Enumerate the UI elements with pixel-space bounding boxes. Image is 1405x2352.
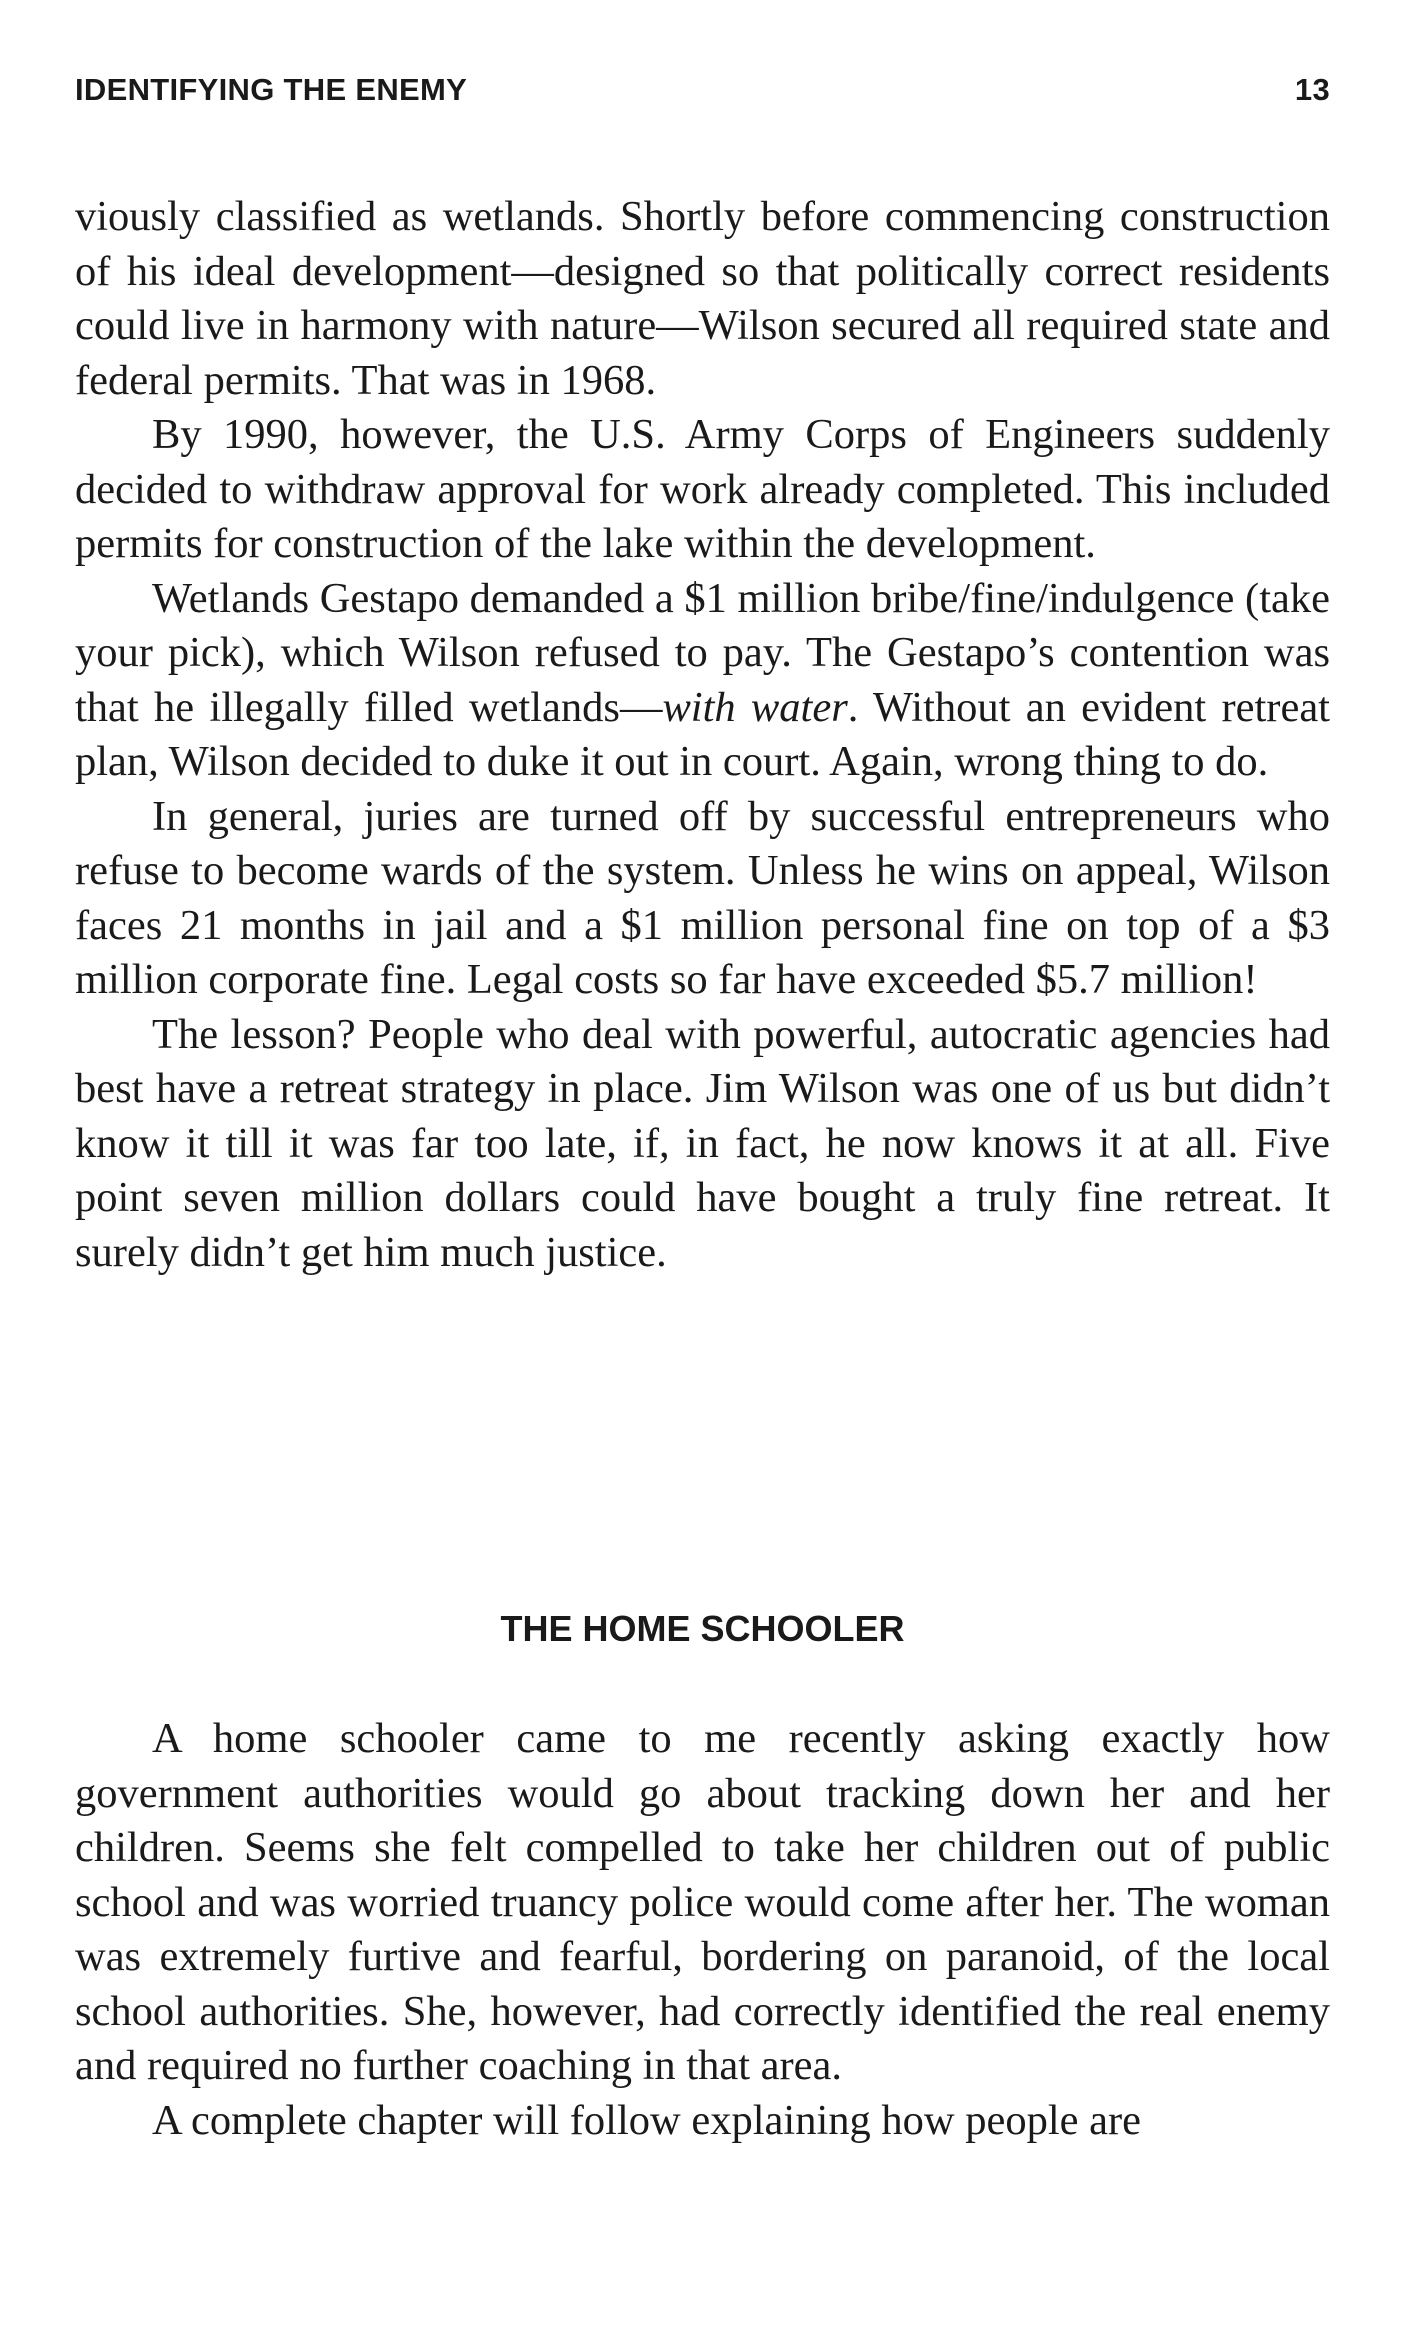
paragraph-lesson: The lesson? People who deal with powerful, autocratic agencies had best have a retreat strategy in place. Jim Wilson was one of us but didn’t know it till it was far too late, if, in fact, he now knows it at all. Five point seven million dollars could have bought a truly fine retreat. It surely didn’t get him much justice.: [75, 1010, 1330, 1276]
paragraph-wetlands-gestapo: [75, 572, 1330, 790]
running-title: IDENTIFYING THE ENEMY: [75, 72, 468, 107]
paragraph-text-start: Wetlands Gestapo demanded a $1 million bribe/fine/indulgence (take your pick), which Wilson refused to pay. The Gestapo’s contention was that he illegally filled wetlands—: [75, 574, 1330, 731]
paragraph-home-schooler: A home schooler came to me recently asking exactly how government authorities would go about tracking down her and her children. Seems she felt compelled to take her children out of public school and was worried truancy police would come after her. The woman was extremely furtive and fearful, bordering on paranoid, of the local school authorities. She, however, had correctly identified the real enemy and required no further coaching in that area.: [75, 1715, 1330, 2089]
section-heading: THE HOME SCHOOLER: [500, 1608, 905, 1649]
page-number: 13: [1294, 72, 1330, 107]
emphasis-text: with water: [662, 683, 848, 731]
paragraph-army-corps: By 1990, however, the U.S. Army Corps of Engineers suddenly decided to withdraw approval for work already completed. This included permits for construction of the lake within the development.: [75, 411, 1330, 567]
paragraph-chapter-follow: A complete chapter will follow explaining how people are: [152, 2096, 1141, 2144]
paragraph-juries: In general, juries are turned off by successful entrepreneurs who refuse to become wards of the system. Unless he wins on appeal, Wilson faces 21 months in jail and a $1 million personal fine on top of a $3 million corporate fine. Legal costs so far have exceeded $5.7 million!: [75, 792, 1330, 1003]
running-head: [75, 70, 1330, 110]
body-text: [75, 190, 1330, 1280]
paragraph-text-end: . Without an evident retreat plan, Wilson decided to duke it out in court. Again, wrong thing to do.: [75, 683, 1330, 785]
section-body-text: [75, 1712, 1330, 2148]
paragraph-continued: viously classified as wetlands. Shortly before commencing construction of his ideal development—designed so that politically correct residents could live in harmony with nature—Wilson secured all required state and federal permits. That was in 1968.: [75, 193, 1330, 404]
